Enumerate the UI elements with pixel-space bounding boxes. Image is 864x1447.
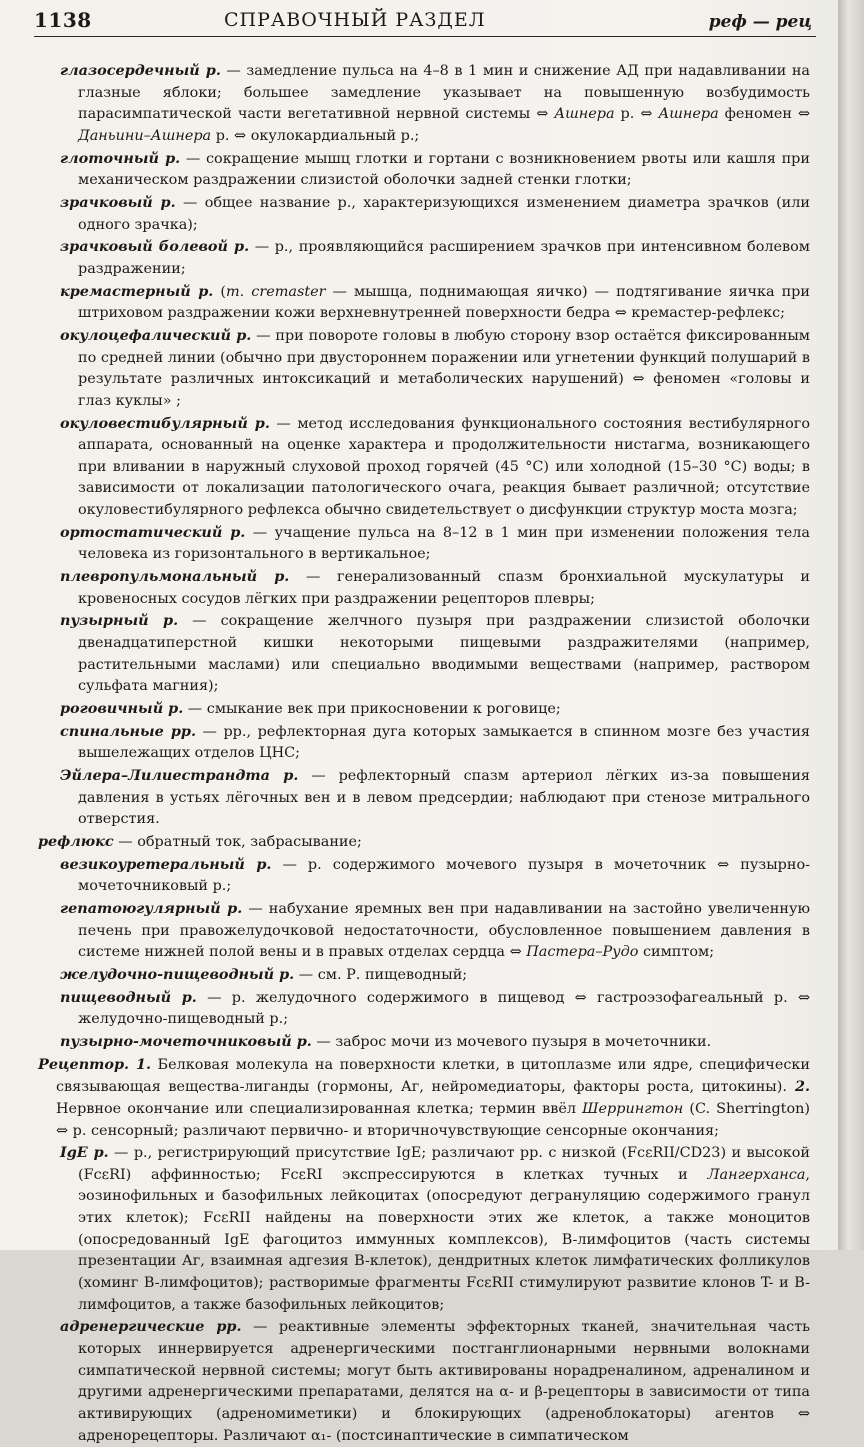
entry-gepatoyugulyarny: гепатоюгулярный р. — набухание яремных вен при надавливании на застойно увеличенную печень при правожелудочковой недостаточности, обусловленное повышением давления в системе нижней полой вены и в правых отделах сердца ⇔ Пастера–Рудо симптом; [60,899,810,961]
entry-term: окулоцефалический р. [60,326,252,344]
headword-term: Рецептор. [38,1055,130,1073]
entry-zheludochno-pishchevodny: желудочно-пищеводный р. — см. Р. пищеводный; [60,965,468,983]
entry-puzyrny: пузырный р. — сокращение желчного пузыря при раздражении слизистой оболочки двенадцатиперстной кишки некоторыми пищевыми раздражителями (например, растительными маслами) или специально вводимыми веществами (например, раствором сульфата магния); [60,612,811,695]
entry-term: окуловестибулярный р. [60,414,270,432]
entry-term: зрачковый болевой р. [60,238,250,256]
entry-term: пищеводный р. [60,988,197,1006]
entry-pishchevodny: пищеводный р. — р. желудочного содержимого в пищевод ⇔ гастроэзофагеальный р. ⇔ желудочно-пищеводный р.; [60,988,811,1028]
entry-term: кремастерный р. [60,282,214,300]
entry-okulovestibulyarny: окуловестибулярный р. — метод исследования функционального состояния вестибулярного аппарата, основанный на оценке характера и продолжительности нистагма, возникающего при вливании в наружный слуховой проход горячей (45 °C) или холодной (15–30 °C) воды; в зависимости от локализации патологического очага, реакция бывает различной; отсутствие окуловестибулярного рефлекса обычно свидетельствует о дисфункции структур моста мозга; [60,414,810,519]
dictionary-body [38,60,810,1447]
entry-puzyrno-mochetochnikovy: пузырно-мочеточниковый р. — заброс мочи из мочевого пузыря в мочеточники. [60,1032,712,1050]
entry-term: желудочно-пищеводный р. [60,965,295,983]
entry-term: адренергические рр. [60,1318,242,1336]
entry-vezikoureteralny: везикоуретеральный р. — р. содержимого мочевого пузыря в мочеточник ⇔ пузырно-мочеточниковый р.; [60,855,810,895]
entry-eylera: Эйлера–Лилиестрандта р. — рефлекторный спазм артериол лёгких из-за повышения давления в устьях лёгочных вен и в левом предсердии; наблюдают при стенозе митрального отверстия. [60,767,811,828]
entry-adrenergicheskie: адренергические рр. — реактивные элементы эффекторных тканей, значительная часть которых иннервируется адренергическими постганглионарными нервными волокнами симпатической нервной системы; могут быть активированы норадреналином, адреналином и другими адренергическими препаратами, делятся на α- и β-рецепторы в зависимости от типа активирующих (адреномиметики) и блокирующих (адреноблокаторы) агентов ⇔ адренорецепторы. Различают α₁- (постсинаптические в симпатическом [60,1318,810,1444]
headword-receptor: Рецептор. 1. Белковая молекула на поверхности клетки, в цитоплазме или ядре, специфически связывающая вещества-лиганды (гормоны, Аг, нейромедиаторы, факторы роста, цитокины). 2. Нервное окончание или специализированная клетка; термин ввёл Шеррингтон (C. Sherrington) ⇔ р. сенсорный; различают первично- и вторичночувствующие сенсорные окончания; [38,1055,810,1139]
entry-term: Эйлера–Лилиестрандта р. [60,767,299,784]
entry-ortostatichesky: ортостатический р. — учащение пульса на 8–12 в 1 мин при изменении положения тела человека из горизонтального в вертикальное; [60,523,810,563]
page-header [34,8,812,34]
entry-term: везикоуретеральный р. [60,855,272,873]
section-title: СПРАВОЧНЫЙ РАЗДЕЛ [224,9,486,31]
entry-plevropulmonalny: плевропульмональный р. — генерализованный спазм бронхиальной мускулатуры и кровеносных сосудов лёгких при раздражении рецепторов плевры; [60,568,810,607]
entry-glazoserdechny: глазосердечный р. — замедление пульса на 4–8 в 1 мин и снижение АД при надавливании на глазные яблоки; большее замедление указывает на повышенную возбудимость парасимпатической части вегетативной нервной системы ⇔ Ашнера р. ⇔ Ашнера феномен ⇔ Даньини–Ашнера р. ⇔ окулокардиальный р.; [60,62,811,144]
entry-ige-receptor: IgE р. — р., регистрирующий присутствие IgE; различают рр. с низкой (FcεRII/CD23) и высокой (FcεRI) аффинностью; FcεRI экспрессируются в клетках тучных и Лангерханса, эозинофильных и базофильных лейкоцитах (опосредуют дегрануляцию содержимого гранул этих клеток); FcεRII найдены на поверхности этих же клеток, а также моноцитов (опосредованный IgE фагоцитоз иммунных комплексов), B-лимфоцитов (часть системы презентации Аг, взаимная адгезия B-клеток), дендритных клеток лимфатических фолликулов (хоминг B-лимфоцитов); растворимые фрагменты FcεRII стимулируют развитие клонов T- и B-лимфоцитов, а также базофильных лейкоцитов; [60,1144,810,1313]
entry-rogovichny: роговичный р. — смыкание век при прикосновении к роговице; [60,700,561,718]
running-head: реф — рец [708,12,812,32]
entry-okulocefalichesky: окулоцефалический р. — при повороте головы в любую сторону взор остаётся фиксированным по средней линии (обычно при двустороннем поражении или угнетении функций полушарий в результате различных интоксикаций и метаболических нарушений) ⇔ феномен «головы и глаз куклы» ; [60,326,810,409]
entry-term: спинальные рр. [60,722,196,740]
entry-kremasterny: кремастерный р. (m. cremaster — мышца, поднимающая яичко) — подтягивание яичка при штриховом раздражении кожи верхневнутренней поверхности бедра ⇔ кремастер-рефлекс; [60,282,810,322]
entry-spinalnye: спинальные рр. — рр., рефлекторная дуга которых замыкается в спинном мозге без участия вышележащих отделов ЦНС; [60,722,810,762]
entry-term: IgE р. [60,1144,109,1162]
entry-term: плевропульмональный р. [60,568,290,586]
header-rule [34,36,816,37]
entry-term: зрачковый р. [60,193,176,211]
entry-term: пузырный р. [60,612,179,630]
entry-term: глазосердечный р. [60,62,221,79]
entry-glotochny: глоточный р. — сокращение мышц глотки и гортани с возникновением рвоты или кашля при механическом раздражении слизистой оболочки задней стенки глотки; [60,149,810,189]
entry-term: гепатоюгулярный р. [60,899,243,917]
headword-refluks: рефлюкс — обратный ток, забрасывание; [38,832,362,850]
headword-term: рефлюкс [38,832,114,850]
entry-zrachkovy: зрачковый р. — общее название р., характеризующихся изменением диаметра зрачков (или одного зрачка); [60,193,811,233]
entry-term: глоточный р. [60,149,181,167]
page-number: 1138 [34,8,92,32]
entry-term: пузырно-мочеточниковый р. [60,1032,312,1050]
page-edge [838,0,864,1250]
entry-term: ортостатический р. [60,523,246,541]
entry-zrachkovy-bolevoy: зрачковый болевой р. — р., проявляющийся расширением зрачков при интенсивном болевом раздражении; [60,238,810,277]
entry-term: роговичный р. [60,700,184,718]
